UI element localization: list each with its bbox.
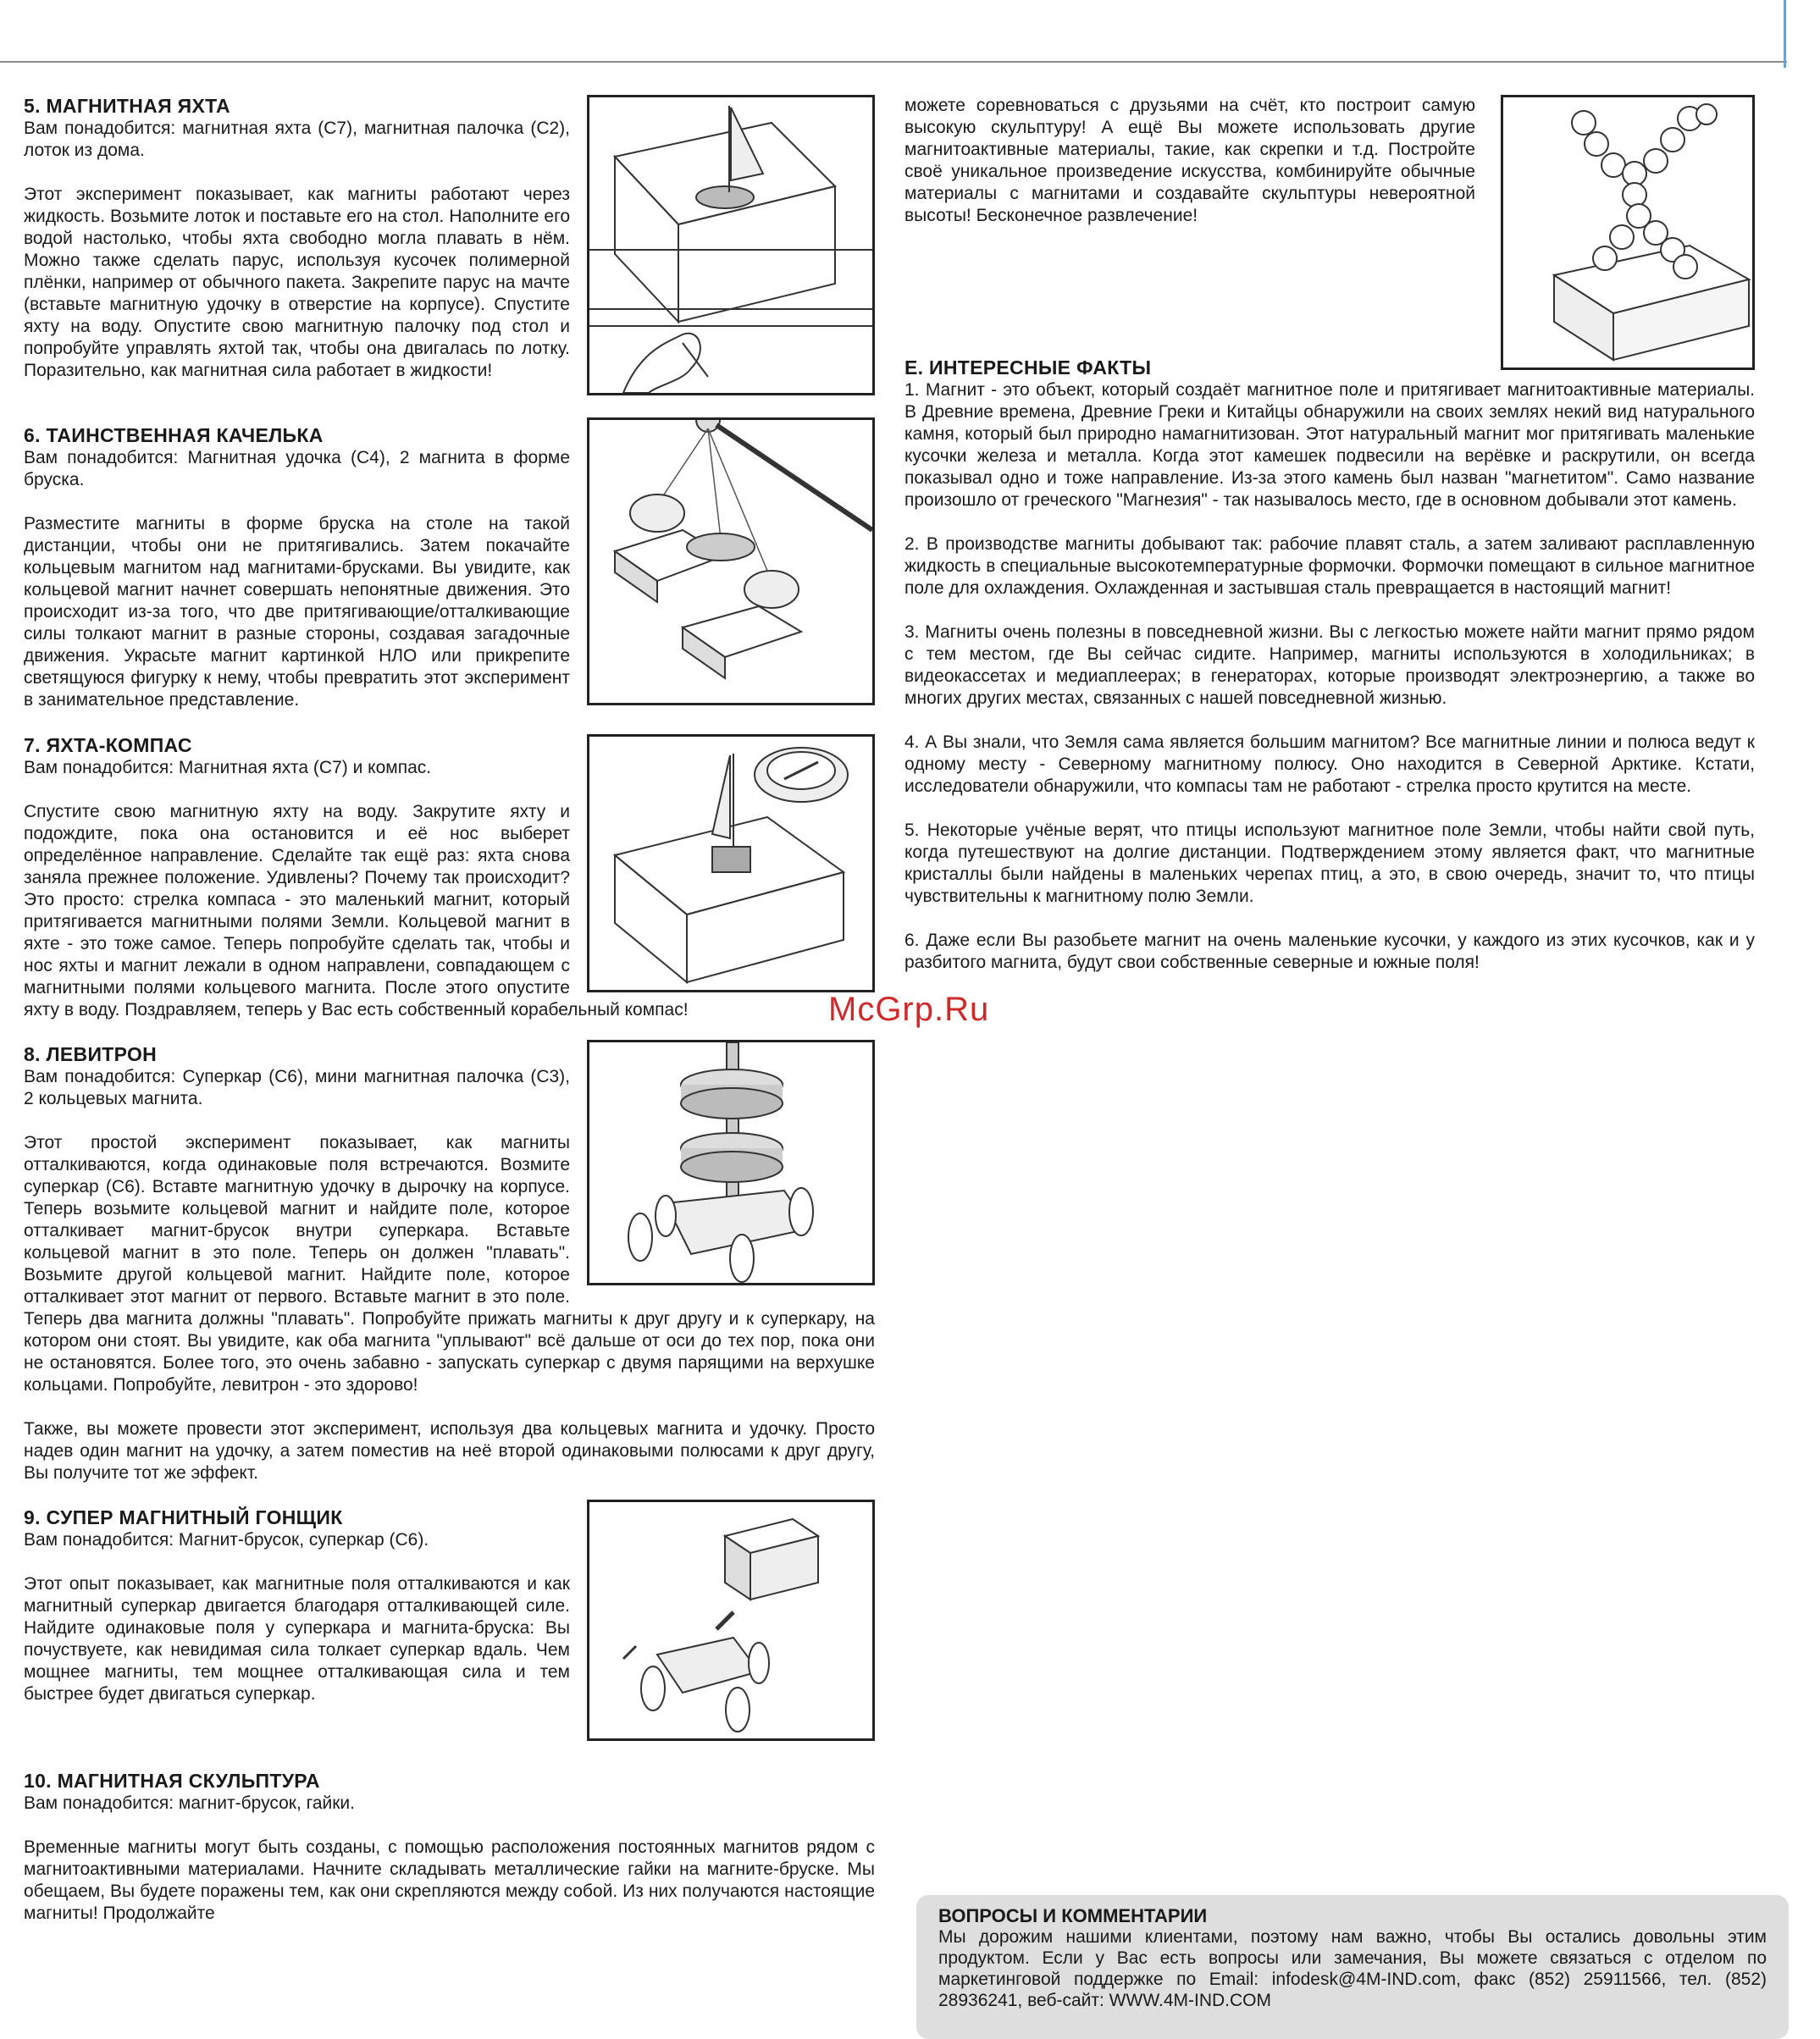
section-6-title: 6. ТАИНСТВЕННАЯ КАЧЕЛЬКА [24, 424, 324, 446]
right-column [904, 95, 1755, 974]
section-8-body-2: Также, вы можете провести этот эксперимент, используя два кольцевых магнита и удочку. Просто надев один магнит на удочку, а затем поместив на неё второй одинаковыми полюсами к друг другу, Вы получите тот же эффект. [24, 1419, 875, 1483]
section-7-body: Спустите свою магнитную яхту на воду. Закрутите яхту и подождите, пока она остановится и её нос выберет определённое направление. Сделайте так ещё раз: яхта снова заняла прежнее положение. Удивлены? Почему так происходит? Это просто: стрелка компаса - это маленький магнит, который притягивается магнитными полями Земли. Кольцевой магнит в яхте - это тоже самое. Теперь попробуйте сделать так, чтобы и нос яхты и магнит лежали в одном направлени, совпадающем с магнитными полями кольцевого магнита. После этого опустите яхту в воду. Поздравляем, теперь у Вас есть собственный корабельный компас! [24, 802, 689, 1020]
section-10-title: 10. МАГНИТНАЯ СКУЛЬПТУРА [24, 1770, 320, 1792]
section-9-title: 9. СУПЕР МАГНИТНЫЙ ГОНЩИК [24, 1506, 343, 1528]
page-top-rule [0, 61, 1787, 63]
facts-title: Е. ИНТЕРЕСНЫЕ ФАКТЫ [904, 356, 1152, 379]
section-8-needs: Вам понадобится: Суперкар (С6), мини магнитная палочка (С3), 2 кольцевых магнита. [24, 1067, 570, 1108]
fact-3: 3. Магниты очень полезны в повседневной жизни. Вы с легкостью можете найти магнит прямо рядом с тем местом, где Вы сейчас сидите. Например, магниты используются в холодильниках; в видеокассетах и медиаплеерах; в генераторах, которые производят электроэнергию, а также во многих других местах, связанных с нашей повседневной жизнью. [904, 622, 1755, 708]
figure-magnetic-yacht [587, 95, 875, 395]
section-9-body: Этот опыт показывает, как магнитные поля отталкиваются и как магнитный суперкар двигается благодаря отталкивающей силе. Найдите одинаковые поля у суперкара и магнита-бруска: Вы почуствуете, как невидимая сила толкает суперкар вдаль. Чем мощнее магниты, тем мощнее отталкивающая сила и тем быстрее будет двигаться суперкар. [24, 1574, 570, 1704]
figure-levitron [587, 1040, 875, 1285]
figure-magnetic-sculpture [1501, 95, 1755, 370]
section-8-body: Этот простой эксперимент показывает, как магниты отталкиваются, когда одинаковые поля встречаются. Возмите суперкар (С6). Вставте магнитную удочку в дырочку на корпусе. Теперь возьмите кольцевой магнит и найдите поле, которое отталкивает магнит-брусок внутри суперкара. Вставьте кольцевой магнит в это поле. Теперь он должен "плавать". Возьмите другой кольцевой магнит. Найдите поле, которое отталкивает этот магнит от первого. Вставьте магнит в это поле. Теперь два магнита должны "плавать". Попробуйте прижать магниты к друг другу и к суперкару, на котором они стоят. Вы увидите, как оба магнита "уплывают" всё дальше от оси до тех пор, пока они не остановятся. Более того, это очень забавно - запускать суперкар с двумя парящими на верхушке кольцами. Попробуйте, левитрон - это здорово! [24, 1133, 875, 1395]
section-10-continuation: можете соревноваться с друзьями на счёт, кто построит самую высокую скульптуру! А ещё Вы можете использовать другие магнитоактивные материалы, такие, как скрепки и т.д. Постройте своё уникальное произведение искусства, комбинируйте обычные материалы с магнитами и создавайте скульптуры невероятной высоты! Бесконечное развлечение! [904, 96, 1475, 225]
section-9-needs: Вам понадобится: Магнит-брусок, суперкар (С6). [24, 1530, 429, 1550]
section-6-needs: Вам понадобится: Магнитная удочка (С4), 2 магнита в форме бруска. [24, 448, 570, 489]
section-7-title: 7. ЯХТА-КОМПАС [24, 734, 192, 756]
section-7-needs: Вам понадобится: Магнитная яхта (С7) и компас. [24, 758, 432, 777]
fact-6: 6. Даже если Вы разобьете магнит на очень маленькие кусочки, у каждого из этих кусочков, как и у разбитого магнита, будут свои собственные северные и южные поля! [904, 931, 1755, 972]
section-10-body: Временные магниты могут быть созданы, с помощью расположения постоянных магнитов рядом с магнитоактивными материалами. Начните складывать металлические гайки на магните-бруске. Мы обещаем, Вы будете поражены тем, как они скрепляются между собой. Из них получаются настоящие магниты! Продолжайте [24, 1837, 875, 1923]
watermark: McGrp.Ru [828, 991, 990, 1028]
section-5-body: Этот эксперимент показывает, как магниты работают через жидкость. Возьмите лоток и поставьте его на стол. Наполните его водой настолько, чтобы яхта свободно могла плавать в нём. Можно также сделать парус, используя кусочек полимерной плёнки, например от обычного пакета. Закрепите парус на мачте (вставьте магнитную удочку в отверстие на корпусе). Спустите яхту на воду. Опустите свою магнитную палочку под стол и попробуйте управлять яхтой так, чтобы она двигалась по лотку. Поразительно, как магнитная сила работает в жидкости! [24, 185, 570, 380]
questions-box [916, 1895, 1789, 2039]
section-6-body: Разместите магниты в форме бруска на столе на такой дистанции, чтобы они не притягивались. Затем покачайте кольцевым магнитом над магнитами-брусками. Вы увидите, как кольцевой магнит начнет совершать непонятные движения. Это происходит из-за того, что две притягивающие/отталкивающие силы толкают магнит в разные стороны, создавая загадочные движения. Украсьте магнит картинкой НЛО или прикрепите светящуюся фигурку к нему, чтобы превратить этот эксперимент в занимательное представление. [24, 514, 570, 710]
figure-super-racer [587, 1500, 875, 1741]
questions-title: ВОПРОСЫ И КОММЕНТАРИИ [938, 1905, 1208, 1926]
fact-2: 2. В производстве магниты добывают так: рабочие плавят сталь, а затем заливают расплавленную жидкость в специальные высокотемпературные формочки. Формочки помещают в сильное магнитное поле для охлаждения. Охлажденная и застывшая сталь превращается в настоящий магнит! [904, 534, 1755, 598]
questions-body: Мы дорожим нашими клиентами, поэтому нам важно, чтобы Вы остались довольны этим продуктом. Если у Вас есть вопросы или замечания, Вы можете связаться с отделом по маркетинговой поддержке по Email: infodesk@4M-IND.com, факс (852) 25911566, тел. (852) 28936241, веб-сайт: WWW.4M-IND.COM [938, 1927, 1767, 2010]
section-10-needs: Вам понадобится: магнит-брусок, гайки. [24, 1793, 355, 1813]
section-5-needs: Вам понадобится: магнитная яхта (С7), магнитная палочка (С2), лоток из дома. [24, 119, 570, 160]
fact-1: 1. Магнит - это объект, который создаёт магнитное поле и притягивает магнитоактивные материалы. В Древние времена, Древние Греки и Китайцы обнаружили на своих землях некий вид натурального камня, который был природно намагнитизован. Этот натуральный магнит мог притягивать маленькие кусочки железа и металла. Когда этот камешек подвесили на верёвке и раскрутили, он всегда показывал одно и тоже направление. Из-за этого камень был назван "магнетитом". Само название произошло от греческого "Магнезия" - так называлось место, где в основном добывали этот камень. [904, 380, 1755, 510]
page-edge-mark [1784, 0, 1786, 68]
left-column [24, 95, 875, 1925]
section-5-title: 5. МАГНИТНАЯ ЯХТА [24, 95, 230, 117]
fact-5: 5. Некоторые учёные верят, что птицы используют магнитное поле Земли, чтобы найти свой путь, когда путешествуют на долгие дистанции. Подтверждением этому является факт, что магнитные кристаллы были найдены в маленьких черепах птиц, а это, в свою очередь, значит то, что птицы чувствительны к магнитному полю Земли. [904, 821, 1755, 906]
section-8-title: 8. ЛЕВИТРОН [24, 1043, 158, 1065]
figure-mysterious-swing [587, 417, 875, 705]
figure-yacht-compass [587, 734, 875, 992]
fact-4: 4. А Вы знали, что Земля сама является большим магнитом? Все магнитные линии и полюса ведут к одному месту - Северному магнитному полюсу. Оно находится в Северной Арктике. Кстати, исследователи обнаружили, что компасы там не работают - стрелка просто крутится на месте. [904, 732, 1755, 796]
